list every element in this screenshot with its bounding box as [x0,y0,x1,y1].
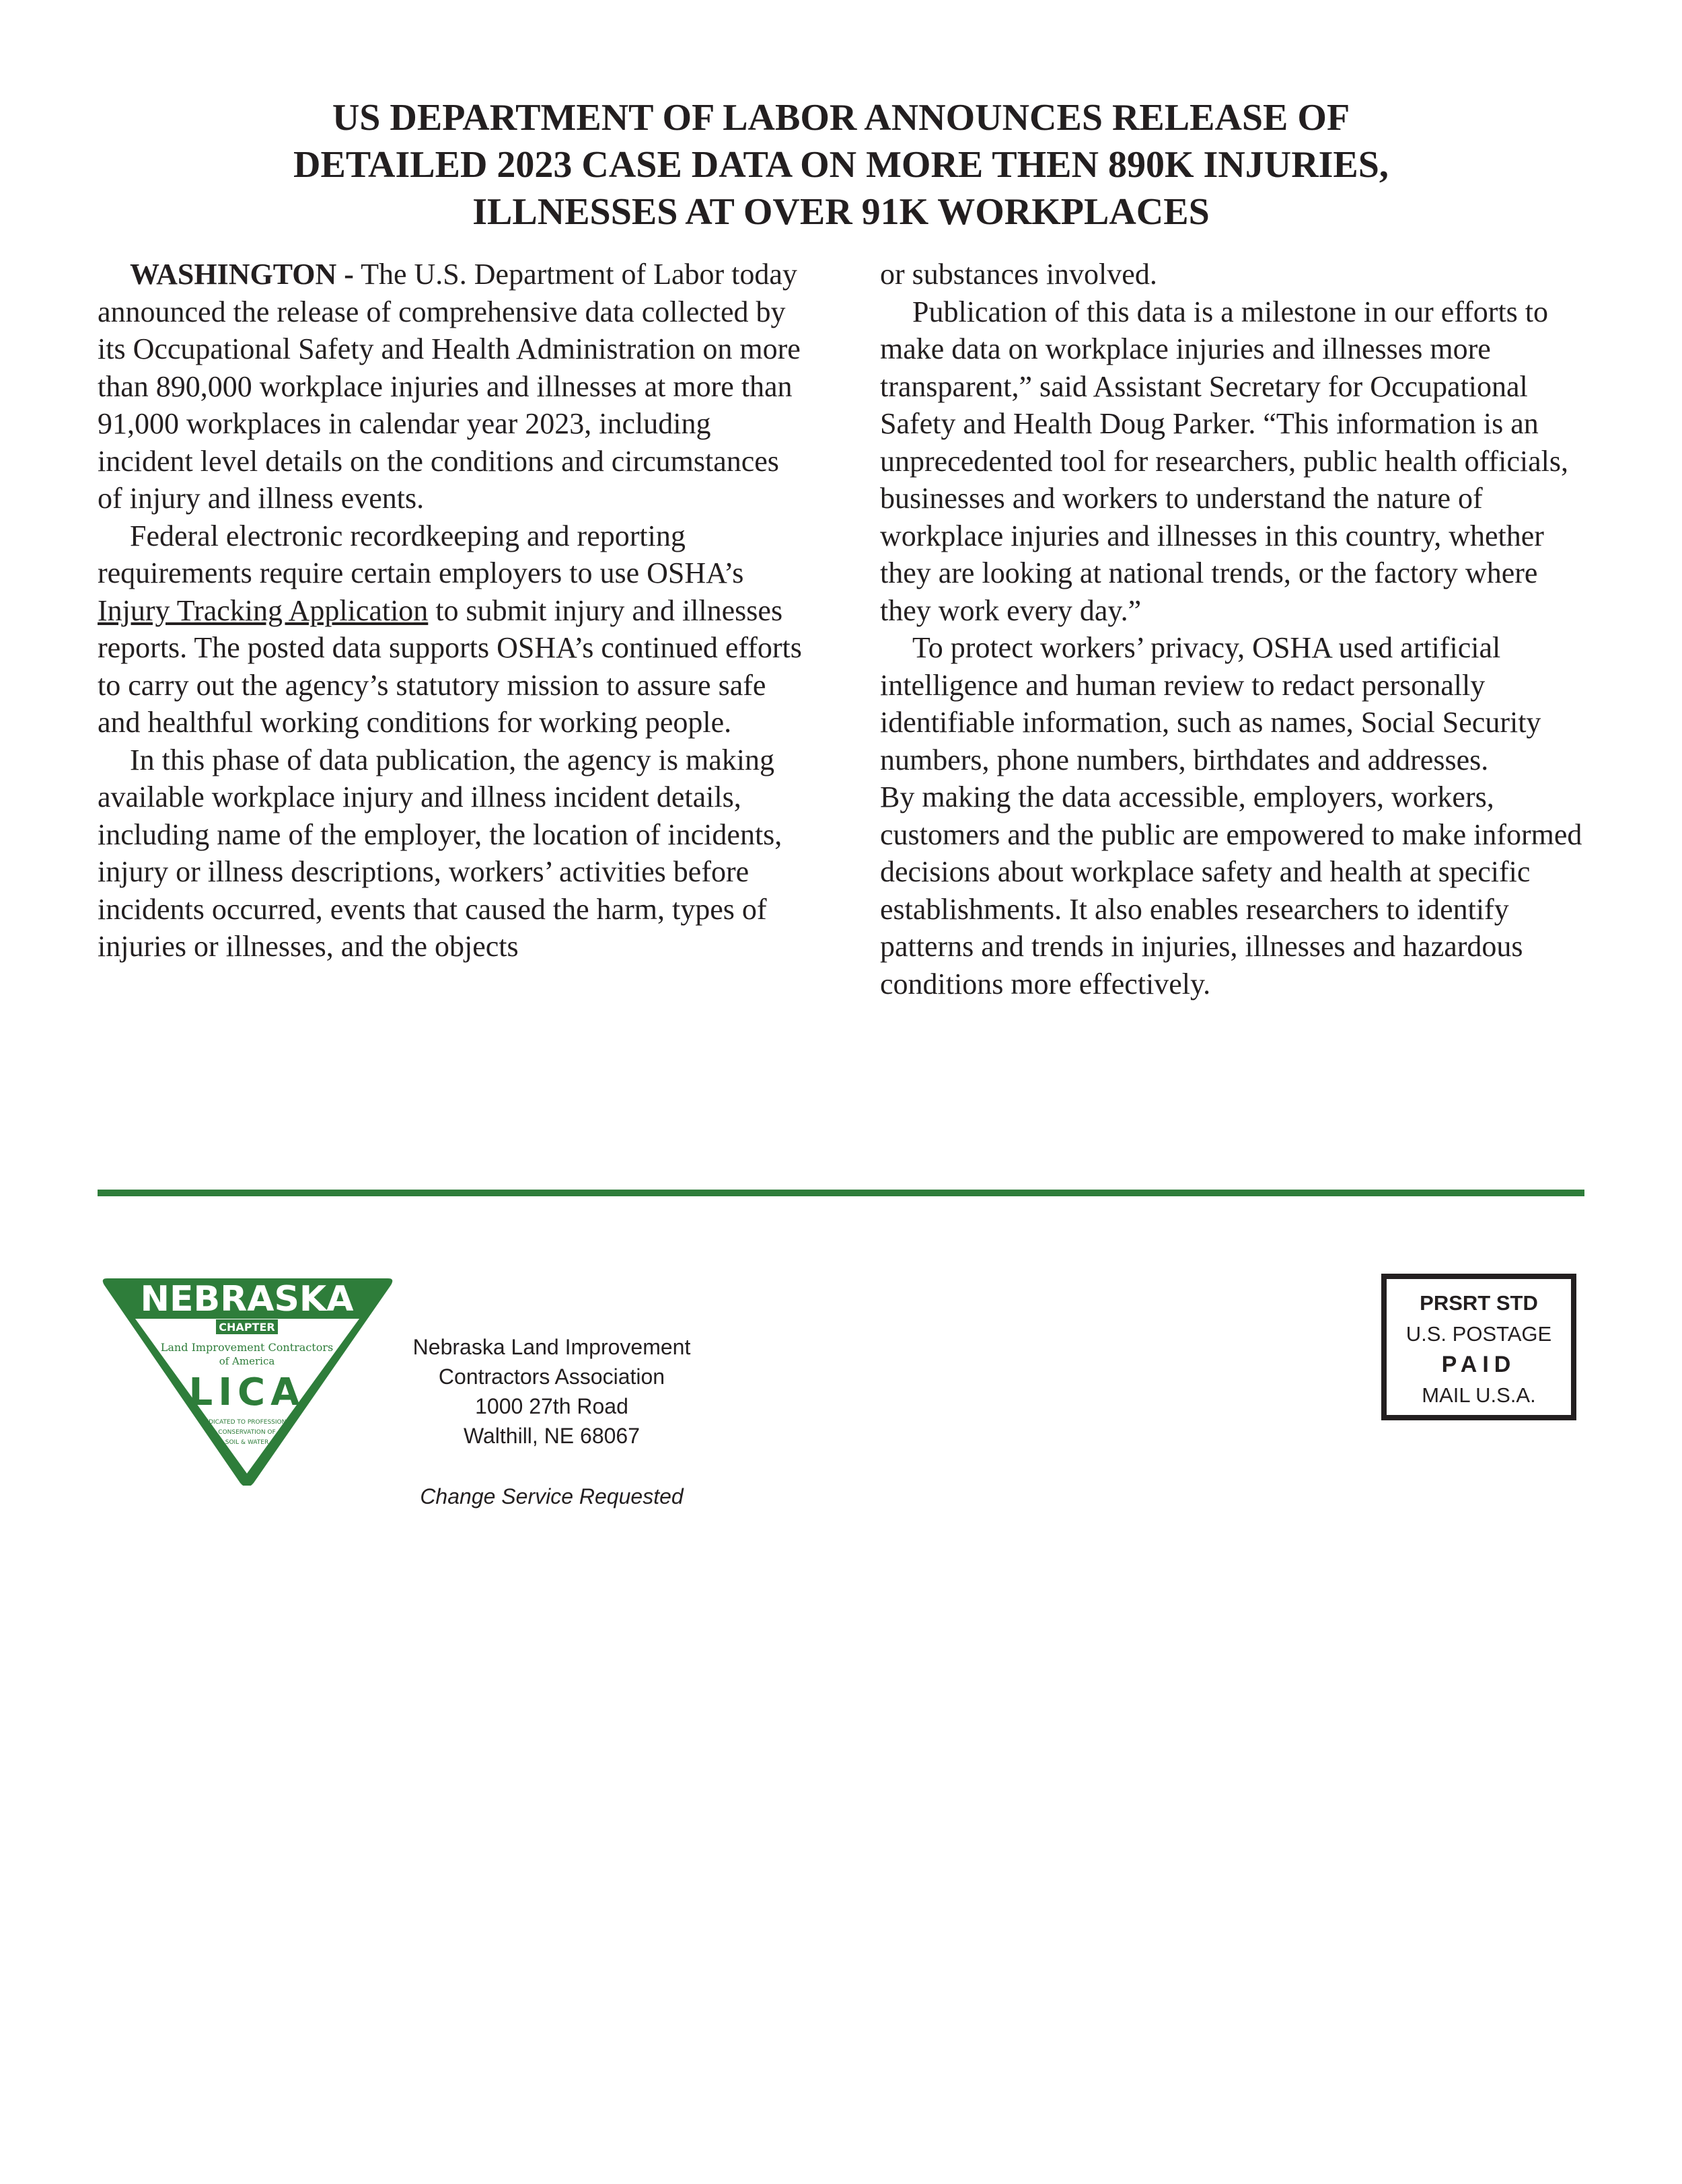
article-paragraph: In this phase of data publication, the agency is making available workplace injury and illness incident details, including name of the employer, the location of incidents, injury or illness descriptions, workers’ activities before incidents occurred, events that caused the harm, types of injuries or illnesses, and the objects [98,743,782,963]
postage-indicia [1381,1274,1576,1420]
article-column-right [880,256,1593,1003]
return-address [377,1332,727,1451]
logo-motto-line: SOIL & WATER [225,1439,269,1446]
logo-chapter: CHAPTER [219,1321,275,1334]
logo-motto-line: DEDICATED TO PROFESSIONAL [200,1419,294,1426]
nebraska-lica-logo [98,1270,397,1486]
paragraph-text: The U.S. Department of Labor today announced the release of comprehensive data collected by its Occupational Safety and Health Administration on more than 890,000 workplace injuries and illnesses at more than 91,000 workplaces in calendar year 2023, including incident level details on the conditions and circumstances of injury and illness events. [98,258,801,515]
paragraph-text: Federal electronic recordkeeping and reporting requirements require certain employers to use OSHA’s [98,519,744,589]
logo-org-line1: Land Improvement Contractors [160,1341,334,1354]
paragraph-text: to submit injury and illnesses reports. The posted data supports OSHA’s continued efforts to carry out the agency’s statutory mission to assure safe and healthful working conditions for working people. [98,593,802,739]
article-paragraph [98,256,811,517]
article-paragraph [98,517,811,741]
dateline: WASHINGTON - [130,258,354,291]
injury-tracking-application-link[interactable]: Injury Tracking Application [98,593,429,627]
postage-line: PAID [1441,1352,1516,1377]
article-paragraph: or substances involved. [880,258,1157,291]
postage-line: PRSRT STD [1420,1291,1538,1315]
headline-line: ILLNESSES AT OVER 91K WORKPLACES [472,191,1210,233]
article-column-left [98,256,811,966]
return-address-line: Nebraska Land Improvement [412,1335,691,1359]
headline-line: DETAILED 2023 CASE DATA ON MORE THEN 890K INJURIES, [293,144,1389,186]
change-service-requested: Change Service Requested [420,1484,684,1508]
logo-motto-line: CONSERVATION OF [218,1429,276,1436]
postage-line: MAIL U.S.A. [1422,1383,1536,1407]
return-address-line: Contractors Association [438,1364,665,1389]
postage-line: U.S. POSTAGE [1405,1322,1552,1346]
article-paragraph: Publication of this data is a milestone in our efforts to make data on workplace injuries and illnesses more transparent,” said Assistant Secretary for Occupational Safety and Health Doug Parker. “This information is an unprecedented tool for researchers, public health officials, businesses and workers to understand the nature of workplace injuries and illnesses in this country, whether they are looking at national trends, or the factory where they work every day.” [880,295,1568,627]
return-address-line: 1000 27th Road [475,1394,628,1418]
logo-banner: NEBRASKA [140,1279,354,1319]
return-address-line: Walthill, NE 68067 [463,1424,641,1448]
logo-org-line2: of America [219,1355,275,1367]
section-divider [98,1190,1584,1196]
article-headline [101,94,1581,235]
logo-acronym: LICA [188,1371,305,1414]
article-paragraph: By making the data accessible, employers, workers, customers and the public are empowered to make informed decisions about workplace safety and health at specific establishments. It also enables researchers to identify patterns and trends in injuries, illnesses and hazardous conditions more effectively. [880,780,1582,1000]
headline-line: US DEPARTMENT OF LABOR ANNOUNCES RELEASE OF [332,97,1350,139]
article-paragraph: To protect workers’ privacy, OSHA used artificial intelligence and human review to redact personally identifiable information, such as names, Social Security numbers, phone numbers, birthdates and addresses. [880,631,1541,776]
